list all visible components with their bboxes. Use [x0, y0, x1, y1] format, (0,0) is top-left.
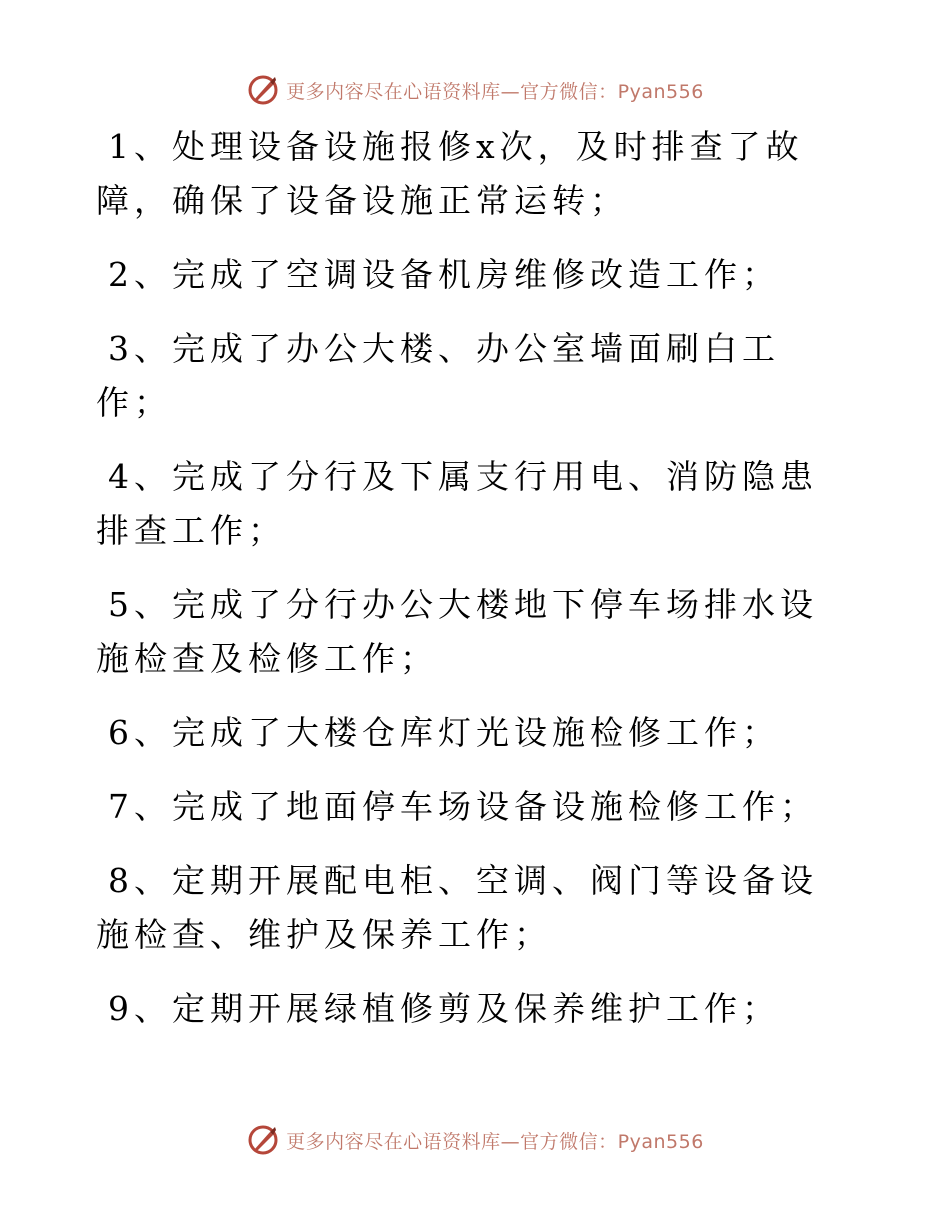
list-item: 9、定期开展绿植修剪及保养维护工作； [108, 989, 780, 1028]
list-item: 2、完成了空调设备机房维修改造工作； [108, 255, 780, 294]
header-banner [0, 70, 950, 110]
quill-pen-icon [246, 1123, 280, 1157]
list-item: 4、完成了分行及下属支行用电、消防隐患排查工作； [96, 457, 818, 550]
list-item: 6、完成了大楼仓库灯光设施检修工作； [108, 713, 780, 752]
list-item: 5、完成了分行办公大楼地下停车场排水设施检查及检修工作； [96, 585, 818, 678]
footer-banner-text: 更多内容尽在心语资料库—官方微信：Pyan556 [286, 1130, 704, 1153]
list-item: 1、处理设备设施报修x次，及时排查了故障，确保了设备设施正常运转； [96, 127, 804, 220]
header-banner-text: 更多内容尽在心语资料库—官方微信：Pyan556 [286, 80, 704, 103]
quill-pen-icon [246, 73, 280, 107]
list-item: 3、完成了办公大楼、办公室墙面刷白工作； [96, 329, 780, 422]
footer-banner [0, 1120, 950, 1160]
list-item: 7、完成了地面停车场设备设施检修工作； [108, 787, 818, 826]
list-item: 8、定期开展配电柜、空调、阀门等设备设施检查、维护及保养工作； [96, 861, 818, 954]
document-body [96, 120, 846, 1056]
